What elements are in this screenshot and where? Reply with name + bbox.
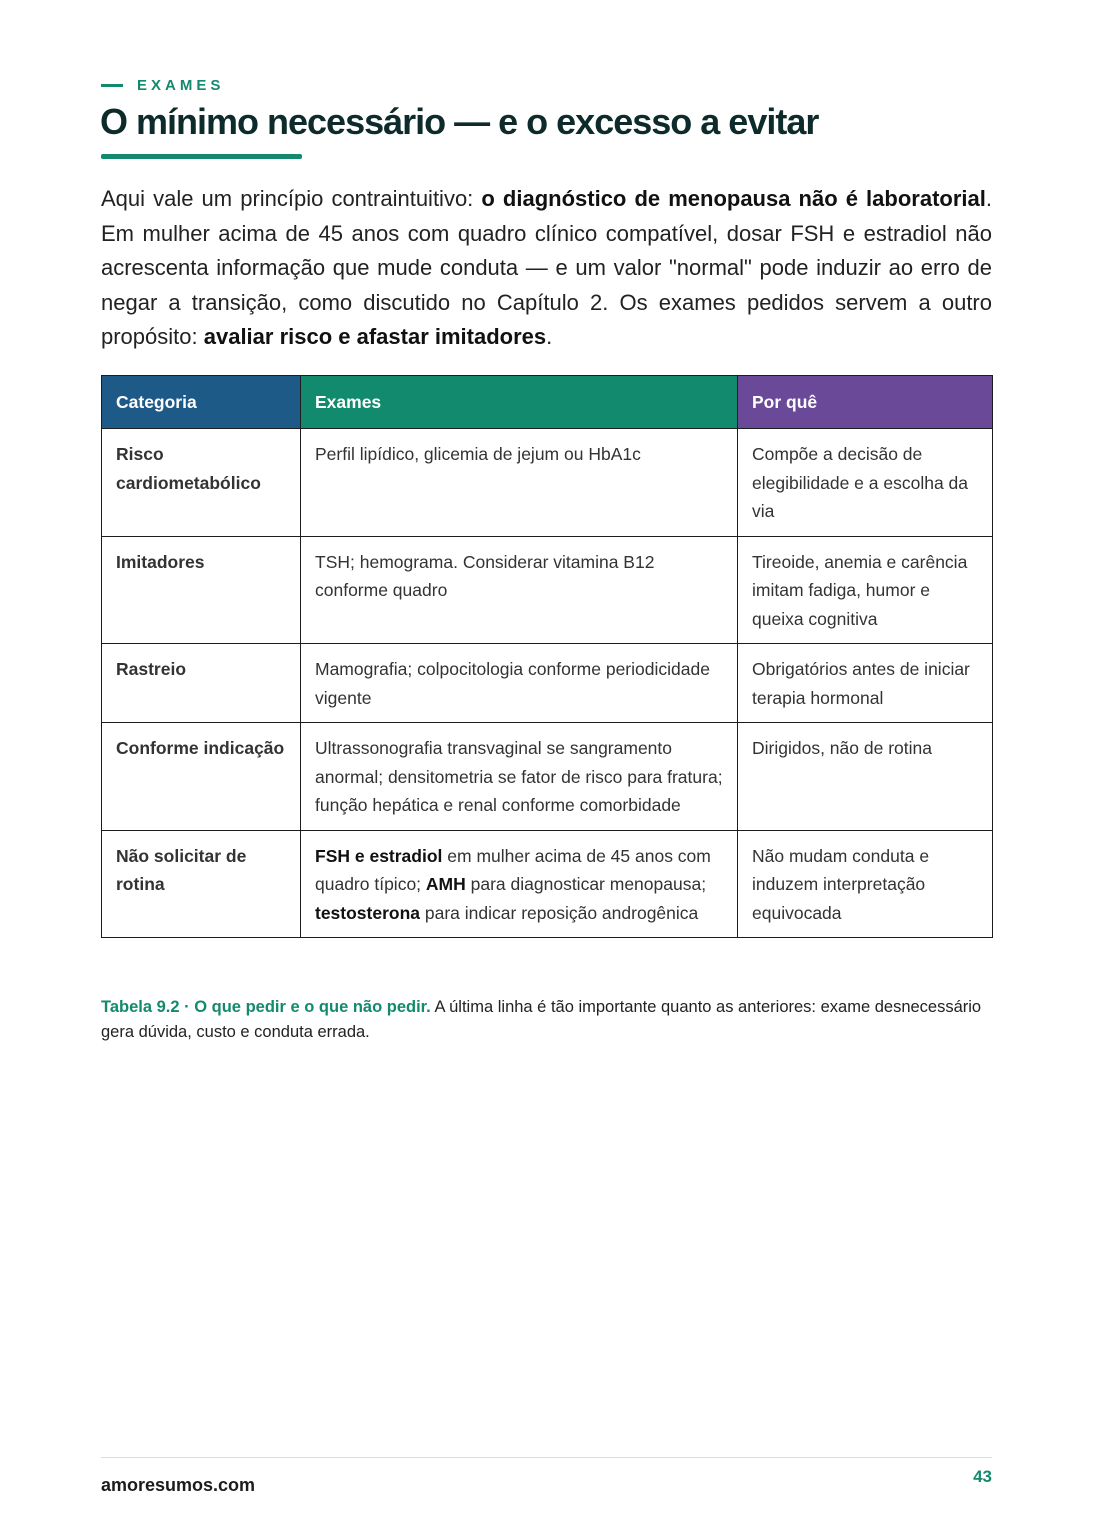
caption-label: Tabela 9.2 · O que pedir e o que não pedir. xyxy=(101,998,431,1016)
intro-text-1: Aqui vale um princípio contraintuitivo: xyxy=(101,186,482,211)
cell-category: Imitadores xyxy=(102,536,301,644)
table-row xyxy=(102,830,993,938)
cell-exams: TSH; hemograma. Considerar vitamina B12 conforme quadro xyxy=(301,536,738,644)
page-number: 43 xyxy=(973,1467,992,1486)
header-por-que: Por quê xyxy=(738,376,993,429)
table-row xyxy=(102,536,993,644)
kicker-text: EXAMES xyxy=(137,77,225,94)
header-exames: Exames xyxy=(301,376,738,429)
exams-bold-testosterona: testosterona xyxy=(315,902,421,923)
exams-text: em mulher acima de 45 anos com quadro típico; xyxy=(315,845,711,894)
exams-text: para diagnosticar menopausa; xyxy=(465,874,707,894)
cell-why: Não mudam conduta e induzem interpretação equivocada xyxy=(738,830,993,938)
cell-category: Risco cardiometabólico xyxy=(102,429,301,537)
intro-text-2: . Em mulher acima de 45 anos com quadro clínico compatível, dosar FSH e estradiol não acrescenta informação que mude conduta — e um valor "normal" pode induzir ao erro de negar a transição, como discutido no Capítulo 2. Os exames pedidos servem a outro propósito: xyxy=(101,186,992,349)
cell-why: Dirigidos, não de rotina xyxy=(738,723,993,831)
cell-category: Não solicitar de rotina xyxy=(102,830,301,938)
caption-text: A última linha é tão importante quanto as anteriores: exame desnecessário gera dúvida, custo e conduta errada. xyxy=(101,998,982,1041)
page-title: O mínimo necessário — e o excesso a evitar xyxy=(100,101,819,142)
title-underline xyxy=(101,154,302,159)
table-header-row xyxy=(102,376,993,429)
footer-divider xyxy=(101,1457,992,1458)
cell-why: Tireoide, anemia e carência imitam fadiga, humor e queixa cognitiva xyxy=(738,536,993,644)
table-row xyxy=(102,644,993,723)
intro-paragraph xyxy=(101,182,992,355)
intro-bold-2: avaliar risco e afastar imitadores xyxy=(203,324,547,349)
section-kicker xyxy=(101,77,224,94)
exams-bold-amh: AMH xyxy=(425,874,466,894)
cell-category: Conforme indicação xyxy=(102,723,301,831)
cell-why: Compõe a decisão de elegibilidade e a escolha da via xyxy=(738,429,993,537)
cell-exams: Ultrassonografia transvaginal se sangramento anormal; densitometria se fator de risco para fratura; função hepática e renal conforme comorbidade xyxy=(301,723,738,831)
intro-text-3: . xyxy=(546,324,553,349)
exams-table xyxy=(101,375,993,938)
table-row xyxy=(102,429,993,537)
cell-category: Rastreio xyxy=(102,644,301,723)
cell-exams xyxy=(301,830,738,938)
table-row xyxy=(102,723,993,831)
exams-bold-fsh: FSH e estradiol xyxy=(315,845,443,866)
kicker-line xyxy=(101,84,123,87)
footer-site: amoresumos.com xyxy=(101,1475,256,1495)
table-caption xyxy=(101,995,992,1045)
intro-bold-1: o diagnóstico de menopausa não é laboratorial xyxy=(481,186,986,211)
cell-why: Obrigatórios antes de iniciar terapia hormonal xyxy=(738,644,993,723)
cell-exams: Perfil lipídico, glicemia de jejum ou HbA1c xyxy=(301,429,738,537)
exams-text: para indicar reposição androgênica xyxy=(420,902,699,923)
header-categoria: Categoria xyxy=(102,376,301,429)
cell-exams: Mamografia; colpocitologia conforme periodicidade vigente xyxy=(301,644,738,723)
